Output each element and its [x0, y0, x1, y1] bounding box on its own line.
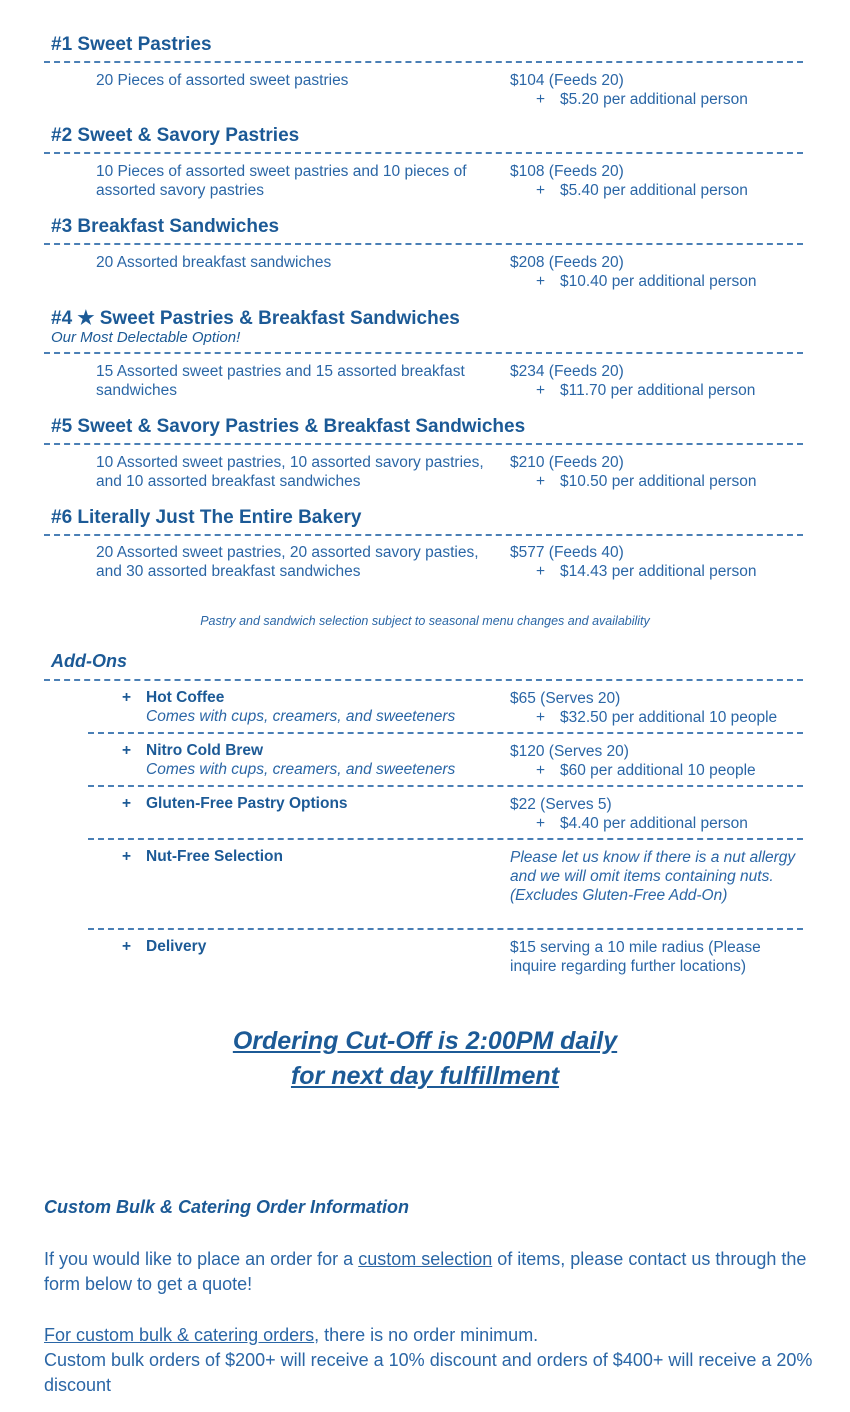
package-extra-text: $10.50 per additional person — [560, 473, 757, 490]
plus-icon: + — [536, 382, 546, 399]
addon-name — [122, 938, 206, 956]
custom-info-title: Custom Bulk & Catering Order Information — [44, 1197, 410, 1217]
divider — [88, 838, 803, 840]
package-price: $104 (Feeds 20) — [510, 72, 624, 89]
addon-name-text: Hot Coffee — [146, 689, 225, 706]
plus-icon: + — [536, 815, 546, 832]
divider — [44, 61, 803, 63]
addon-subtitle: Comes with cups, creamers, and sweeteners — [146, 761, 456, 778]
custom-selection-link[interactable]: custom selection — [358, 1249, 493, 1269]
addon-extra — [536, 761, 756, 780]
package-extra — [536, 472, 756, 491]
package-extra — [536, 381, 755, 400]
package-description: 15 Assorted sweet pastries and 15 assorted breakfast sandwiches — [96, 363, 465, 399]
addon-name — [122, 689, 224, 707]
addons-title: Add-Ons — [51, 651, 127, 671]
plus-icon: + — [122, 689, 132, 706]
divider — [88, 928, 803, 930]
custom-text: , there is no order minimum. — [314, 1325, 539, 1345]
divider — [44, 443, 803, 445]
custom-text: If you would like to place an order for a — [44, 1249, 359, 1269]
divider — [44, 534, 803, 536]
addon-info: Please let us know if there is a nut allergy and we will omit items containing nuts. (Excludes Gluten-Free Add-On) — [510, 849, 796, 904]
addon-name-text: Nut-Free Selection — [146, 848, 283, 865]
package-title: #3 Breakfast Sandwiches — [51, 216, 280, 237]
cutoff-line-2[interactable]: for next day fulfillment — [290, 1062, 560, 1090]
package-extra-text: $11.70 per additional person — [560, 382, 756, 399]
custom-paragraph-2 — [44, 1323, 814, 1348]
plus-icon: + — [122, 848, 132, 865]
custom-paragraph-1 — [44, 1247, 814, 1297]
plus-icon: + — [536, 473, 546, 490]
package-description: 20 Assorted sweet pastries, 20 assorted savory pasties, and 30 assorted breakfast sandwiches — [96, 544, 479, 580]
addon-name-text: Gluten-Free Pastry Options — [146, 795, 348, 812]
package-price: $210 (Feeds 20) — [510, 454, 624, 471]
package-price: $577 (Feeds 40) — [510, 544, 624, 561]
divider — [88, 732, 803, 734]
package-title: #2 Sweet & Savory Pastries — [51, 125, 300, 146]
package-extra-text: $5.40 per additional person — [560, 182, 748, 199]
package-title: #5 Sweet & Savory Pastries & Breakfast Sandwiches — [51, 416, 526, 437]
package-extra — [536, 272, 756, 291]
addon-info: $15 serving a 10 mile radius (Please inquire regarding further locations) — [510, 939, 761, 975]
plus-icon: + — [536, 709, 546, 726]
plus-icon: + — [536, 762, 546, 779]
package-description: 10 Pieces of assorted sweet pastries and 10 pieces of assorted savory pastries — [96, 163, 467, 199]
addon-extra-text: $32.50 per additional 10 people — [560, 709, 778, 726]
custom-bulk-orders-link[interactable]: For custom bulk & catering orders — [44, 1325, 315, 1345]
divider — [88, 785, 803, 787]
addon-extra — [536, 708, 777, 727]
package-description: 20 Pieces of assorted sweet pastries — [96, 72, 349, 89]
addon-extra-text: $4.40 per additional person — [560, 815, 748, 832]
addon-subtitle: Comes with cups, creamers, and sweeteners — [146, 708, 456, 725]
package-extra — [536, 562, 756, 581]
custom-paragraph-3: Custom bulk orders of $200+ will receive a 10% discount and orders of $400+ will receive a 20% discount — [44, 1350, 813, 1395]
package-description: 10 Assorted sweet pastries, 10 assorted savory pastries, and 10 assorted breakfast sandwiches — [96, 454, 484, 490]
addon-price: $22 (Serves 5) — [510, 796, 612, 813]
addon-price: $120 (Serves 20) — [510, 743, 629, 760]
addon-name — [122, 795, 348, 813]
addon-extra — [536, 814, 748, 833]
package-extra-text: $14.43 per additional person — [560, 563, 757, 580]
divider — [44, 679, 803, 681]
plus-icon: + — [536, 273, 546, 290]
package-title: #1 Sweet Pastries — [51, 34, 212, 55]
package-price: $234 (Feeds 20) — [510, 363, 624, 380]
package-subtitle: Our Most Delectable Option! — [51, 329, 241, 346]
plus-icon: + — [122, 795, 132, 812]
package-extra — [536, 90, 748, 109]
addon-name — [122, 742, 263, 760]
package-price: $208 (Feeds 20) — [510, 254, 624, 271]
package-extra — [536, 181, 748, 200]
package-price: $108 (Feeds 20) — [510, 163, 624, 180]
addon-price: $65 (Serves 20) — [510, 690, 621, 707]
package-title: #6 Literally Just The Entire Bakery — [51, 507, 362, 528]
cutoff-line-1[interactable]: Ordering Cut-Off is 2:00PM daily — [232, 1027, 618, 1055]
addon-extra-text: $60 per additional 10 people — [560, 762, 756, 779]
package-extra-text: $10.40 per additional person — [560, 273, 757, 290]
availability-note: Pastry and sandwich selection subject to seasonal menu changes and availability — [200, 614, 650, 628]
custom-text: of items, please contact us through the form below to get a quote! — [44, 1249, 807, 1294]
divider — [44, 152, 803, 154]
divider — [44, 352, 803, 354]
addon-name-text: Delivery — [146, 938, 207, 955]
plus-icon: + — [536, 91, 546, 108]
package-extra-text: $5.20 per additional person — [560, 91, 748, 108]
addon-name — [122, 848, 283, 866]
plus-icon: + — [536, 182, 546, 199]
plus-icon: + — [122, 938, 132, 955]
package-title: #4 ★ Sweet Pastries & Breakfast Sandwiches — [51, 308, 460, 329]
plus-icon: + — [536, 563, 546, 580]
addon-name-text: Nitro Cold Brew — [146, 742, 264, 759]
package-description: 20 Assorted breakfast sandwiches — [96, 254, 332, 271]
divider — [44, 243, 803, 245]
plus-icon: + — [122, 742, 132, 759]
